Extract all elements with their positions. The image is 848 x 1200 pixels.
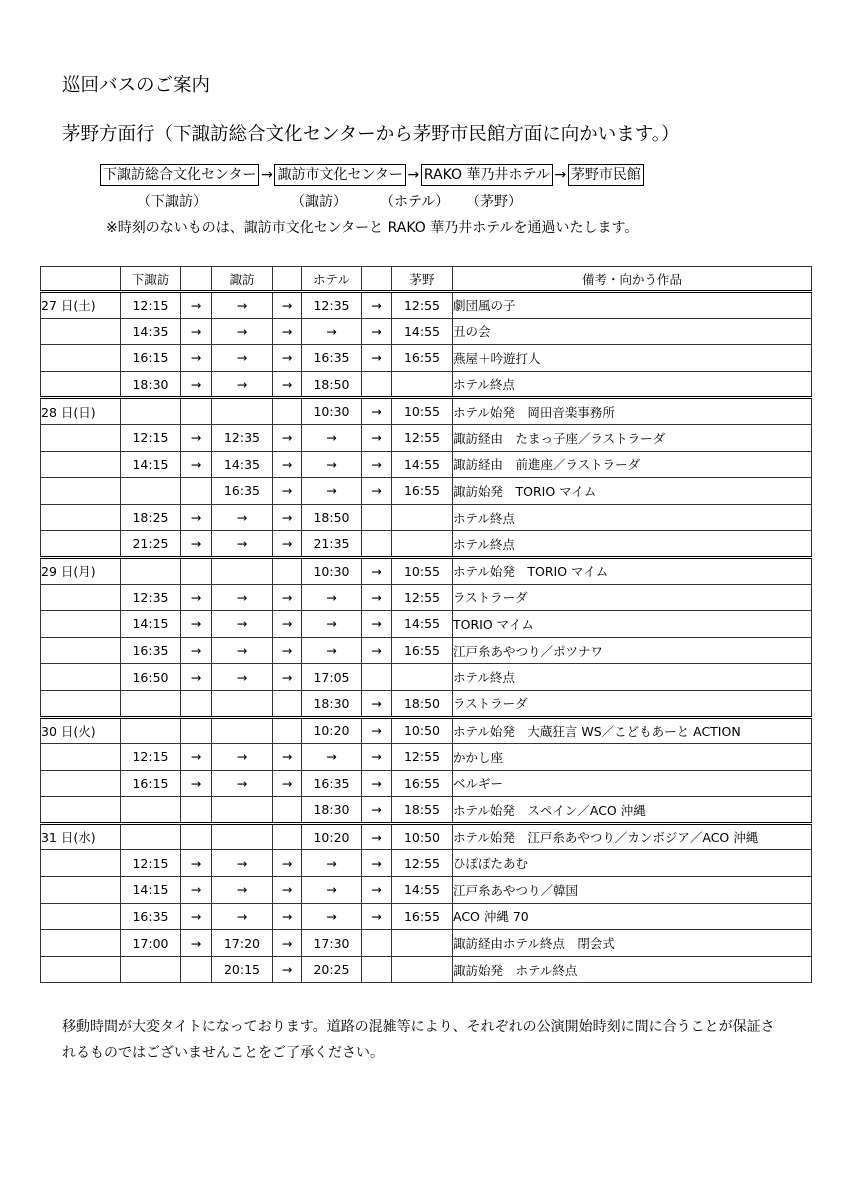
timetable-row — [41, 877, 812, 904]
arrow-2-cell: → — [273, 504, 302, 531]
date-cell: 28 日(日) — [41, 398, 121, 425]
arrow-3-cell — [362, 664, 392, 691]
hotel-time-cell: → — [302, 424, 362, 451]
shimosuwa-time-cell: 14:15 — [121, 877, 181, 904]
date-cell: 27 日(土) — [41, 292, 121, 319]
date-cell — [41, 770, 121, 797]
route-arrow-icon: → — [407, 167, 420, 183]
shimosuwa-time-cell: 17:00 — [121, 930, 181, 957]
timetable-row — [41, 664, 812, 691]
timetable-row — [41, 584, 812, 611]
date-cell: 29 日(月) — [41, 557, 121, 584]
chino-time-cell: 16:55 — [392, 770, 453, 797]
chino-time-cell — [392, 531, 453, 558]
arrow-2-cell: → — [273, 345, 302, 372]
arrow-3-cell — [362, 531, 392, 558]
note-cell: 劇団風の子 — [453, 292, 812, 319]
suwa-time-cell — [212, 797, 273, 824]
arrow-1-cell: → — [181, 318, 212, 345]
arrow-1-cell — [181, 557, 212, 584]
arrow-3-cell — [362, 956, 392, 983]
hotel-time-cell: 10:20 — [302, 823, 362, 850]
note-cell: ホテル始発 スペイン／ACO 沖縄 — [453, 797, 812, 824]
date-cell — [41, 903, 121, 930]
arrow-1-cell: → — [181, 371, 212, 398]
note-cell: 諏訪経由 前進座／ラストラーダ — [453, 451, 812, 478]
note-cell: ひぽぽたあむ — [453, 850, 812, 877]
chino-time-cell: 14:55 — [392, 318, 453, 345]
arrow-1-cell — [181, 797, 212, 824]
arrow-2-cell — [273, 797, 302, 824]
arrow-3-cell: → — [362, 398, 392, 425]
shimosuwa-time-cell: 21:25 — [121, 531, 181, 558]
hotel-time-cell: → — [302, 478, 362, 505]
shimosuwa-time-cell — [121, 690, 181, 717]
date-cell — [41, 584, 121, 611]
note-cell: ホテル始発 TORIO マイム — [453, 557, 812, 584]
hotel-time-cell: → — [302, 318, 362, 345]
arrow-2-cell: → — [273, 930, 302, 957]
note-cell: 江戸糸あやつり／韓国 — [453, 877, 812, 904]
note-cell: ホテル始発 江戸糸あやつり／カンボジア／ACO 沖縄 — [453, 823, 812, 850]
shimosuwa-time-cell — [121, 956, 181, 983]
arrow-2-cell: → — [273, 292, 302, 319]
chino-time-cell: 14:55 — [392, 451, 453, 478]
arrow-3-cell: → — [362, 451, 392, 478]
arrow-1-cell — [181, 956, 212, 983]
header-hotel: ホテル — [302, 267, 362, 292]
suwa-time-cell: → — [212, 584, 273, 611]
timetable-row — [41, 531, 812, 558]
arrow-3-cell: → — [362, 797, 392, 824]
date-cell — [41, 345, 121, 372]
arrow-3-cell: → — [362, 292, 392, 319]
chino-time-cell: 12:55 — [392, 292, 453, 319]
suwa-time-cell — [212, 717, 273, 744]
hotel-time-cell: 17:30 — [302, 930, 362, 957]
note-cell: ホテル終点 — [453, 664, 812, 691]
suwa-time-cell — [212, 823, 273, 850]
arrow-1-cell: → — [181, 504, 212, 531]
note-cell: ホテル終点 — [453, 504, 812, 531]
arrow-3-cell: → — [362, 637, 392, 664]
arrow-3-cell — [362, 504, 392, 531]
arrow-1-cell: → — [181, 637, 212, 664]
arrow-1-cell: → — [181, 345, 212, 372]
suwa-time-cell: → — [212, 770, 273, 797]
note-cell: ラストラーダ — [453, 584, 812, 611]
hotel-time-cell: → — [302, 877, 362, 904]
date-cell — [41, 797, 121, 824]
suwa-time-cell: → — [212, 345, 273, 372]
date-cell — [41, 664, 121, 691]
timetable-row — [41, 637, 812, 664]
note-cell: ベルギー — [453, 770, 812, 797]
route-stop-shimosuwa: 下諏訪総合文化センター — [100, 164, 259, 186]
arrow-1-cell: → — [181, 451, 212, 478]
suwa-time-cell: → — [212, 877, 273, 904]
note-cell: ホテル始発 岡田音楽事務所 — [453, 398, 812, 425]
note-cell: かかし座 — [453, 744, 812, 771]
date-cell — [41, 930, 121, 957]
date-cell — [41, 744, 121, 771]
chino-time-cell: 12:55 — [392, 424, 453, 451]
route-label-suwa: （諏訪） — [291, 194, 347, 210]
chino-time-cell: 16:55 — [392, 345, 453, 372]
shimosuwa-time-cell: 18:30 — [121, 371, 181, 398]
timetable-row — [41, 371, 812, 398]
suwa-time-cell: → — [212, 531, 273, 558]
timetable-header-row — [41, 267, 812, 292]
arrow-2-cell: → — [273, 664, 302, 691]
note-cell: 諏訪経由 たまっ子座／ラストラーダ — [453, 424, 812, 451]
timetable-row — [41, 451, 812, 478]
arrow-3-cell: → — [362, 557, 392, 584]
arrow-3-cell — [362, 930, 392, 957]
chino-time-cell: 10:50 — [392, 717, 453, 744]
arrow-2-cell: → — [273, 531, 302, 558]
footer-disclaimer: 移動時間が大変タイトになっております。道路の混雑等により、それぞれの公演開始時刻に間に合うことが保証されるものではございませんことをご了承ください。 — [62, 1019, 775, 1061]
chino-time-cell: 12:55 — [392, 850, 453, 877]
arrow-2-cell — [273, 823, 302, 850]
arrow-2-cell — [273, 398, 302, 425]
route-stop-chino: 茅野市民館 — [568, 164, 644, 186]
shimosuwa-time-cell — [121, 823, 181, 850]
chino-time-cell — [392, 371, 453, 398]
arrow-2-cell: → — [273, 451, 302, 478]
arrow-1-cell — [181, 398, 212, 425]
route-arrow-icon: → — [554, 167, 567, 183]
chino-time-cell: 18:50 — [392, 690, 453, 717]
hotel-time-cell: 18:30 — [302, 797, 362, 824]
shimosuwa-time-cell: 14:15 — [121, 451, 181, 478]
timetable-row — [41, 292, 812, 319]
arrow-3-cell: → — [362, 318, 392, 345]
timetable-row — [41, 797, 812, 824]
note-cell: 諏訪始発 TORIO マイム — [453, 478, 812, 505]
date-cell: 31 日(水) — [41, 823, 121, 850]
timetable-row — [41, 770, 812, 797]
suwa-time-cell: → — [212, 371, 273, 398]
timetable-row — [41, 318, 812, 345]
hotel-time-cell: 16:35 — [302, 770, 362, 797]
arrow-1-cell: → — [181, 930, 212, 957]
timetable-body — [41, 292, 812, 983]
chino-time-cell: 10:55 — [392, 398, 453, 425]
route-label-chino: （茅野） — [466, 194, 522, 210]
date-cell — [41, 956, 121, 983]
timetable-row — [41, 424, 812, 451]
timetable-row — [41, 345, 812, 372]
suwa-time-cell — [212, 398, 273, 425]
route-diagram — [100, 164, 644, 186]
timetable-row — [41, 398, 812, 425]
route-arrow-icon: → — [261, 167, 273, 183]
suwa-time-cell: → — [212, 292, 273, 319]
arrow-3-cell: → — [362, 717, 392, 744]
chino-time-cell: 10:50 — [392, 823, 453, 850]
note-cell: ラストラーダ — [453, 690, 812, 717]
note-cell: 諏訪経由ホテル終点 閉会式 — [453, 930, 812, 957]
note-cell: ホテル終点 — [453, 531, 812, 558]
page-subtitle: 茅野方面行（下諏訪総合文化センターから茅野市民館方面に向かいます。） — [62, 124, 680, 145]
shimosuwa-time-cell: 12:15 — [121, 744, 181, 771]
hotel-time-cell: 20:25 — [302, 956, 362, 983]
arrow-3-cell: → — [362, 478, 392, 505]
arrow-2-cell: → — [273, 318, 302, 345]
arrow-3-cell: → — [362, 850, 392, 877]
shimosuwa-time-cell: 14:15 — [121, 611, 181, 638]
route-label-shimosuwa: （下諏訪） — [137, 194, 207, 210]
header-arrow-2 — [273, 267, 302, 292]
arrow-3-cell: → — [362, 770, 392, 797]
arrow-1-cell: → — [181, 531, 212, 558]
timetable-row — [41, 478, 812, 505]
timetable-row — [41, 557, 812, 584]
hotel-time-cell: → — [302, 744, 362, 771]
timetable-row — [41, 956, 812, 983]
timetable-row — [41, 744, 812, 771]
arrow-3-cell: → — [362, 611, 392, 638]
hotel-time-cell: 21:35 — [302, 531, 362, 558]
timetable-row — [41, 690, 812, 717]
note-cell: 諏訪始発 ホテル終点 — [453, 956, 812, 983]
date-cell: 30 日(火) — [41, 717, 121, 744]
page-title: 巡回バスのご案内 — [62, 75, 211, 96]
hotel-time-cell: 16:35 — [302, 345, 362, 372]
suwa-time-cell: → — [212, 637, 273, 664]
chino-time-cell — [392, 664, 453, 691]
hotel-time-cell: 17:05 — [302, 664, 362, 691]
arrow-1-cell: → — [181, 664, 212, 691]
hotel-time-cell: 12:35 — [302, 292, 362, 319]
arrow-1-cell — [181, 478, 212, 505]
arrow-1-cell: → — [181, 744, 212, 771]
shimosuwa-time-cell — [121, 398, 181, 425]
header-date — [41, 267, 121, 292]
note-cell: ACO 沖縄 70 — [453, 903, 812, 930]
hotel-time-cell: → — [302, 850, 362, 877]
chino-time-cell: 12:55 — [392, 744, 453, 771]
arrow-2-cell: → — [273, 744, 302, 771]
suwa-time-cell: → — [212, 318, 273, 345]
arrow-3-cell: → — [362, 877, 392, 904]
shimosuwa-time-cell — [121, 717, 181, 744]
timetable-row — [41, 850, 812, 877]
shimosuwa-time-cell — [121, 797, 181, 824]
date-cell — [41, 504, 121, 531]
hotel-time-cell: 18:50 — [302, 371, 362, 398]
hotel-time-cell: → — [302, 611, 362, 638]
arrow-2-cell: → — [273, 770, 302, 797]
header-arrow-1 — [181, 267, 212, 292]
arrow-3-cell: → — [362, 744, 392, 771]
suwa-time-cell: → — [212, 504, 273, 531]
arrow-1-cell: → — [181, 877, 212, 904]
arrow-1-cell: → — [181, 424, 212, 451]
chino-time-cell: 18:55 — [392, 797, 453, 824]
shimosuwa-time-cell — [121, 557, 181, 584]
suwa-time-cell: → — [212, 664, 273, 691]
suwa-time-cell: 20:15 — [212, 956, 273, 983]
chino-time-cell: 14:55 — [392, 611, 453, 638]
chino-time-cell: 10:55 — [392, 557, 453, 584]
arrow-1-cell: → — [181, 903, 212, 930]
arrow-1-cell — [181, 690, 212, 717]
arrow-1-cell: → — [181, 850, 212, 877]
arrow-2-cell — [273, 690, 302, 717]
suwa-time-cell — [212, 690, 273, 717]
arrow-2-cell — [273, 557, 302, 584]
arrow-2-cell — [273, 717, 302, 744]
suwa-time-cell: → — [212, 611, 273, 638]
arrow-1-cell — [181, 717, 212, 744]
arrow-1-cell — [181, 823, 212, 850]
timetable — [40, 266, 812, 983]
shimosuwa-time-cell: 16:35 — [121, 637, 181, 664]
suwa-time-cell — [212, 557, 273, 584]
route-stop-hotel: RAKO 華乃井ホテル — [421, 164, 553, 186]
shimosuwa-time-cell: 12:15 — [121, 850, 181, 877]
date-cell — [41, 424, 121, 451]
chino-time-cell — [392, 930, 453, 957]
header-suwa: 諏訪 — [212, 267, 273, 292]
suwa-time-cell: 16:35 — [212, 478, 273, 505]
arrow-2-cell: → — [273, 877, 302, 904]
suwa-time-cell: → — [212, 850, 273, 877]
date-cell — [41, 637, 121, 664]
date-cell — [41, 690, 121, 717]
shimosuwa-time-cell: 12:15 — [121, 424, 181, 451]
hotel-time-cell: → — [302, 451, 362, 478]
date-cell — [41, 877, 121, 904]
date-cell — [41, 850, 121, 877]
date-cell — [41, 371, 121, 398]
route-label-hotel: （ホテル） — [380, 194, 450, 210]
shimosuwa-time-cell: 12:35 — [121, 584, 181, 611]
note-cell: ホテル終点 — [453, 371, 812, 398]
route-note: ※時刻のないものは、諏訪市文化センターと RAKO 華乃井ホテルを通過いたします。 — [106, 220, 639, 236]
header-arrow-3 — [362, 267, 392, 292]
suwa-time-cell: → — [212, 744, 273, 771]
chino-time-cell: 14:55 — [392, 877, 453, 904]
header-notes: 備考・向かう作品 — [453, 267, 812, 292]
arrow-2-cell: → — [273, 424, 302, 451]
chino-time-cell — [392, 956, 453, 983]
note-cell: TORIO マイム — [453, 611, 812, 638]
hotel-time-cell: 10:30 — [302, 557, 362, 584]
arrow-1-cell: → — [181, 770, 212, 797]
timetable-row — [41, 504, 812, 531]
suwa-time-cell: 17:20 — [212, 930, 273, 957]
date-cell — [41, 611, 121, 638]
chino-time-cell: 16:55 — [392, 637, 453, 664]
date-cell — [41, 531, 121, 558]
hotel-time-cell: → — [302, 584, 362, 611]
suwa-time-cell: 14:35 — [212, 451, 273, 478]
arrow-3-cell: → — [362, 424, 392, 451]
date-cell — [41, 318, 121, 345]
note-cell: 燕屋＋吟遊打人 — [453, 345, 812, 372]
hotel-time-cell: 10:20 — [302, 717, 362, 744]
arrow-3-cell: → — [362, 903, 392, 930]
chino-time-cell — [392, 504, 453, 531]
arrow-2-cell: → — [273, 611, 302, 638]
note-cell: 丑の会 — [453, 318, 812, 345]
timetable-row — [41, 717, 812, 744]
shimosuwa-time-cell: 12:15 — [121, 292, 181, 319]
shimosuwa-time-cell: 16:15 — [121, 345, 181, 372]
arrow-3-cell: → — [362, 584, 392, 611]
arrow-1-cell: → — [181, 584, 212, 611]
note-cell: 江戸糸あやつり／ポツナワ — [453, 637, 812, 664]
timetable-row — [41, 930, 812, 957]
shimosuwa-time-cell: 16:35 — [121, 903, 181, 930]
arrow-2-cell: → — [273, 903, 302, 930]
arrow-2-cell: → — [273, 478, 302, 505]
timetable-row — [41, 823, 812, 850]
hotel-time-cell: → — [302, 637, 362, 664]
arrow-3-cell: → — [362, 345, 392, 372]
note-cell: ホテル始発 大蔵狂言 WS／こどもあーと ACTION — [453, 717, 812, 744]
arrow-2-cell: → — [273, 850, 302, 877]
shimosuwa-time-cell: 14:35 — [121, 318, 181, 345]
arrow-1-cell: → — [181, 292, 212, 319]
chino-time-cell: 12:55 — [392, 584, 453, 611]
chino-time-cell: 16:55 — [392, 478, 453, 505]
arrow-3-cell — [362, 371, 392, 398]
hotel-time-cell: 18:30 — [302, 690, 362, 717]
chino-time-cell: 16:55 — [392, 903, 453, 930]
arrow-2-cell: → — [273, 371, 302, 398]
header-shimosuwa: 下諏訪 — [121, 267, 181, 292]
hotel-time-cell: 18:50 — [302, 504, 362, 531]
suwa-time-cell: 12:35 — [212, 424, 273, 451]
shimosuwa-time-cell: 16:15 — [121, 770, 181, 797]
arrow-2-cell: → — [273, 637, 302, 664]
hotel-time-cell: 10:30 — [302, 398, 362, 425]
route-stop-suwa: 諏訪市文化センター — [274, 164, 405, 186]
arrow-2-cell: → — [273, 956, 302, 983]
date-cell — [41, 451, 121, 478]
hotel-time-cell: → — [302, 903, 362, 930]
timetable-row — [41, 903, 812, 930]
shimosuwa-time-cell — [121, 478, 181, 505]
timetable-row — [41, 611, 812, 638]
shimosuwa-time-cell: 16:50 — [121, 664, 181, 691]
arrow-3-cell: → — [362, 690, 392, 717]
arrow-2-cell: → — [273, 584, 302, 611]
arrow-3-cell: → — [362, 823, 392, 850]
shimosuwa-time-cell: 18:25 — [121, 504, 181, 531]
arrow-1-cell: → — [181, 611, 212, 638]
date-cell — [41, 478, 121, 505]
suwa-time-cell: → — [212, 903, 273, 930]
header-chino: 茅野 — [392, 267, 453, 292]
